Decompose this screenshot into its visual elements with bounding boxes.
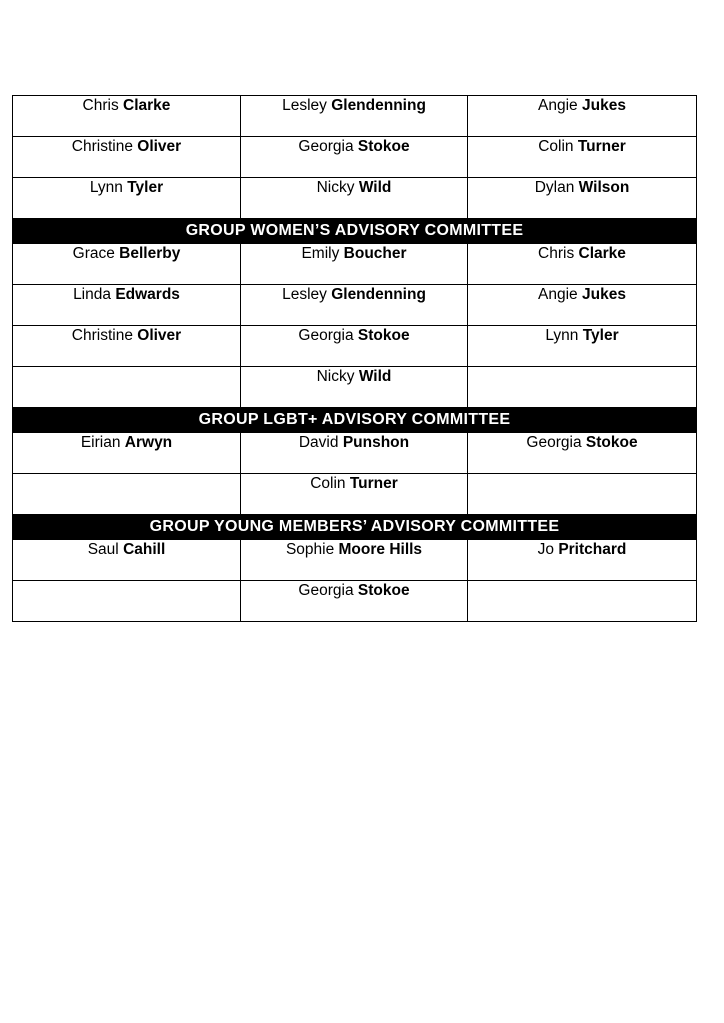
member-name-cell xyxy=(468,326,697,367)
member-last-name: Turner xyxy=(577,138,626,155)
member-name-cell xyxy=(468,540,697,581)
member-name-cell xyxy=(13,137,241,178)
member-name-cell xyxy=(468,244,697,285)
member-row xyxy=(13,326,697,367)
member-last-name: Stokoe xyxy=(357,138,410,155)
member-last-name: Punshon xyxy=(342,434,410,451)
member-first-name: Chris xyxy=(82,97,119,114)
member-first-name: David xyxy=(298,434,339,451)
member-last-name: Cahill xyxy=(123,541,166,558)
member-first-name: Nicky xyxy=(316,179,355,196)
member-last-name: Jukes xyxy=(582,286,626,303)
member-name-cell xyxy=(241,367,468,408)
committee-heading: GROUP LGBT+ ADVISORY COMMITTEE xyxy=(13,408,697,433)
member-last-name: Oliver xyxy=(137,327,182,344)
committee-members-table-body xyxy=(13,96,697,622)
committee-heading-row xyxy=(13,515,697,540)
member-name-cell xyxy=(241,244,468,285)
member-last-name: Moore Hills xyxy=(338,541,423,558)
member-last-name: Glendenning xyxy=(331,97,426,114)
member-last-name: Jukes xyxy=(582,97,626,114)
member-name-cell xyxy=(468,433,697,474)
member-first-name: Jo xyxy=(537,541,554,558)
member-last-name: Wild xyxy=(358,368,392,385)
member-last-name: Stokoe xyxy=(585,434,638,451)
member-last-name: Oliver xyxy=(137,138,182,155)
member-first-name: Colin xyxy=(538,138,574,155)
empty-cell xyxy=(468,367,697,408)
committee-heading-row xyxy=(13,219,697,244)
member-name-cell xyxy=(241,96,468,137)
member-first-name: Georgia xyxy=(526,434,582,451)
member-last-name: Clarke xyxy=(578,245,626,262)
member-last-name: Tyler xyxy=(582,327,619,344)
member-name-cell xyxy=(468,96,697,137)
member-first-name: Lynn xyxy=(545,327,579,344)
member-name-cell xyxy=(241,137,468,178)
member-first-name: Lesley xyxy=(282,286,327,303)
member-last-name: Pritchard xyxy=(558,541,627,558)
member-last-name: Arwyn xyxy=(124,434,173,451)
member-last-name: Boucher xyxy=(343,245,407,262)
member-last-name: Wilson xyxy=(578,179,630,196)
member-name-cell xyxy=(241,326,468,367)
member-row xyxy=(13,540,697,581)
member-name-cell xyxy=(13,285,241,326)
member-name-cell xyxy=(13,96,241,137)
empty-cell xyxy=(468,581,697,622)
member-first-name: Chris xyxy=(538,245,575,262)
member-first-name: Georgia xyxy=(298,327,354,344)
committee-heading-row xyxy=(13,408,697,433)
member-first-name: Lynn xyxy=(89,179,123,196)
member-last-name: Bellerby xyxy=(119,245,181,262)
member-last-name: Glendenning xyxy=(331,286,426,303)
member-name-cell xyxy=(468,178,697,219)
member-name-cell xyxy=(241,178,468,219)
empty-cell xyxy=(13,581,241,622)
member-row xyxy=(13,367,697,408)
committee-heading: GROUP YOUNG MEMBERS’ ADVISORY COMMITTEE xyxy=(13,515,697,540)
member-last-name: Tyler xyxy=(127,179,164,196)
member-name-cell xyxy=(241,474,468,515)
committee-heading: GROUP WOMEN’S ADVISORY COMMITTEE xyxy=(13,219,697,244)
member-first-name: Christine xyxy=(71,138,133,155)
member-name-cell xyxy=(241,285,468,326)
member-name-cell xyxy=(13,326,241,367)
member-first-name: Nicky xyxy=(316,368,355,385)
member-first-name: Linda xyxy=(73,286,111,303)
member-row xyxy=(13,178,697,219)
member-first-name: Dylan xyxy=(534,179,575,196)
member-row xyxy=(13,137,697,178)
member-name-cell xyxy=(241,540,468,581)
member-last-name: Stokoe xyxy=(357,582,410,599)
member-name-cell xyxy=(13,540,241,581)
member-row xyxy=(13,581,697,622)
member-row xyxy=(13,285,697,326)
member-first-name: Christine xyxy=(71,327,133,344)
member-first-name: Lesley xyxy=(282,97,327,114)
empty-cell xyxy=(468,474,697,515)
member-last-name: Wild xyxy=(358,179,392,196)
member-last-name: Turner xyxy=(349,475,398,492)
member-first-name: Eirian xyxy=(80,434,121,451)
member-first-name: Saul xyxy=(87,541,119,558)
member-name-cell xyxy=(468,285,697,326)
member-first-name: Angie xyxy=(538,286,578,303)
member-first-name: Colin xyxy=(310,475,346,492)
empty-cell xyxy=(13,367,241,408)
member-row xyxy=(13,244,697,285)
member-first-name: Georgia xyxy=(298,138,354,155)
member-last-name: Edwards xyxy=(115,286,180,303)
committee-members-table xyxy=(12,95,697,622)
empty-cell xyxy=(13,474,241,515)
member-last-name: Stokoe xyxy=(357,327,410,344)
member-name-cell xyxy=(13,244,241,285)
member-first-name: Emily xyxy=(301,245,340,262)
member-row xyxy=(13,433,697,474)
member-name-cell xyxy=(241,433,468,474)
member-row xyxy=(13,96,697,137)
member-first-name: Angie xyxy=(538,97,578,114)
member-name-cell xyxy=(13,433,241,474)
member-row xyxy=(13,474,697,515)
member-first-name: Sophie xyxy=(285,541,335,558)
member-first-name: Grace xyxy=(72,245,115,262)
member-first-name: Georgia xyxy=(298,582,354,599)
member-last-name: Clarke xyxy=(123,97,171,114)
member-name-cell xyxy=(468,137,697,178)
member-name-cell xyxy=(241,581,468,622)
member-name-cell xyxy=(13,178,241,219)
